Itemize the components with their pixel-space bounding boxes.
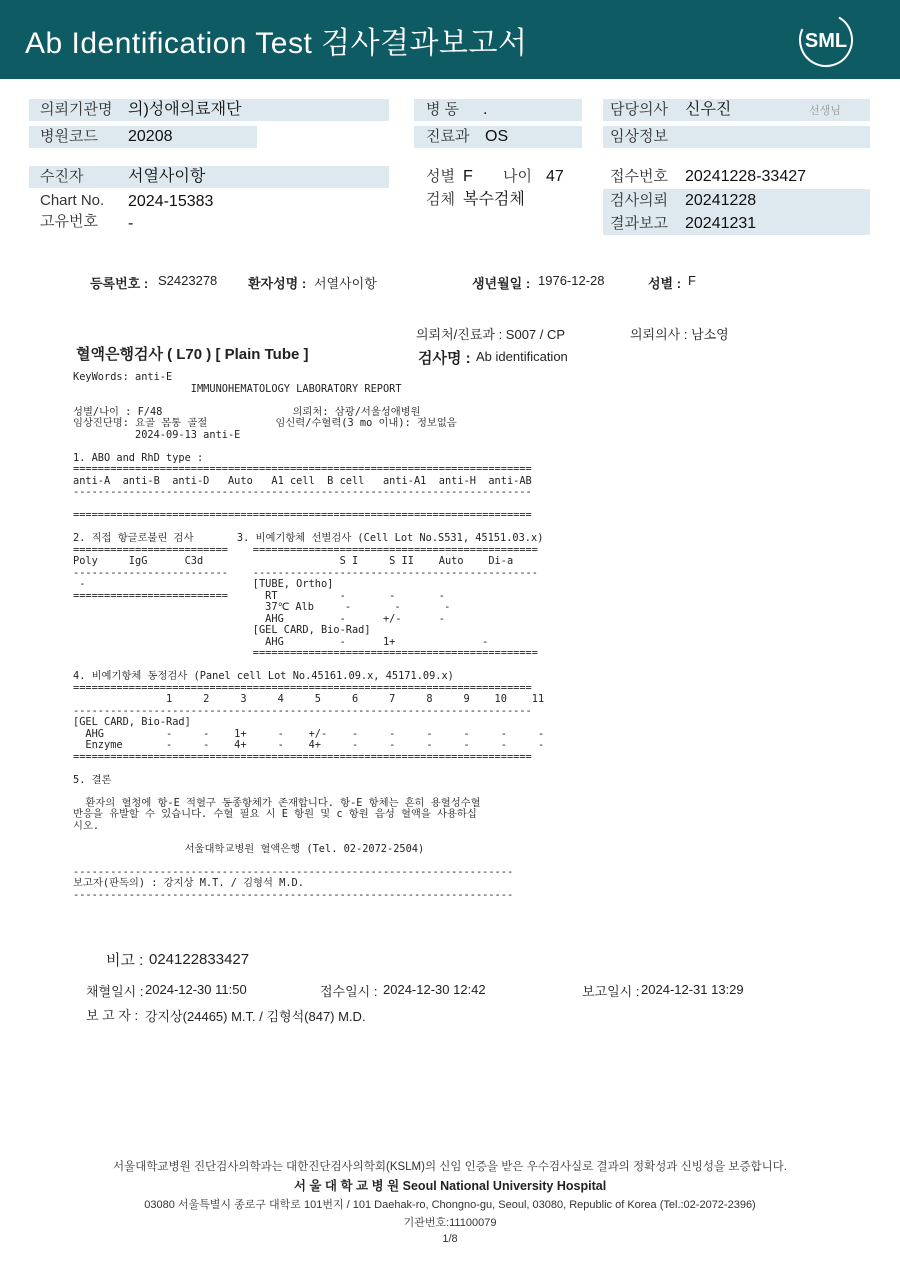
report-line: 임상진단명: 요골 몸통 골절 임신력/수혈력(3 mo 이내): 정보없음 xyxy=(73,417,457,429)
page-number: 1/8 xyxy=(442,1233,458,1245)
result-label: 결과보고 xyxy=(610,215,668,232)
report-line: 보고자(판독의) : 강지상 M.T. / 김형석 M.D. xyxy=(73,877,304,889)
report-line: -------------------------------------------------------------------------- xyxy=(73,704,532,717)
clinical-label: 임상정보 xyxy=(610,128,668,145)
requester-dept: 의뢰처/진료과 : S007 / CP xyxy=(416,327,566,342)
sex-value: F xyxy=(463,168,473,185)
report-header xyxy=(0,0,900,79)
chart-label: Chart No. xyxy=(40,192,105,209)
report-line: 1. ABO and RhD type : xyxy=(73,451,204,464)
report-line: ========================= ============================================== xyxy=(73,543,538,556)
report-line: - [TUBE, Ortho] xyxy=(73,578,334,590)
sml-logo xyxy=(798,12,854,68)
org-value: 의)성애의료재단 xyxy=(128,101,242,118)
dept-value: OS xyxy=(485,128,509,145)
note-label: 비고 : xyxy=(106,952,144,969)
reg-sex-value: F xyxy=(688,273,696,288)
report-line: ------------------------- ---------------------------------------------- xyxy=(73,566,538,579)
patient-label: 수진자 xyxy=(40,168,84,185)
report-line: Enzyme - - 4+ - 4+ - - - - - - xyxy=(73,739,545,751)
report-line: 5. 결론 xyxy=(73,773,112,786)
doctor-value: 신우진 xyxy=(685,101,732,118)
report-time-label: 보고일시 : xyxy=(582,984,640,999)
receipt-value: 20241228-33427 xyxy=(685,168,807,185)
age-value: 47 xyxy=(546,168,564,185)
report-line: 2. 직접 항글로불린 검사 3. 비예기항체 선별검사 (Cell Lot No.S531, 45151.03.x) xyxy=(73,532,544,544)
request-value: 20241228 xyxy=(685,192,757,209)
hospital-code-value: 20208 xyxy=(128,128,173,145)
report-title: Ab Identification Test 검사결과보고서 xyxy=(25,27,528,60)
sex-label: 성별 xyxy=(426,168,455,185)
reporter-value: 강지상(24465) M.T. / 김형석(847) M.D. xyxy=(145,1009,366,1024)
patient-value: 서열사이항 xyxy=(128,168,206,185)
report-line: ========================================================================== xyxy=(73,463,532,475)
receipt-label: 접수번호 xyxy=(610,168,668,185)
report-line: ----------------------------------------------------------------------- xyxy=(73,888,514,901)
chart-value: 2024-15383 xyxy=(128,193,214,210)
report-line: AHG - 1+ - xyxy=(73,635,489,648)
age-label: 나이 xyxy=(503,168,532,185)
ward-label: 병 동 xyxy=(426,101,460,118)
dob-label: 생년월일 : xyxy=(472,276,531,291)
doctor-label: 담당의사 xyxy=(610,101,668,118)
specimen-label: 검체 xyxy=(426,191,455,208)
request-label: 검사의뢰 xyxy=(610,192,668,209)
report-line: 성별/나이 : F/48 의뢰처: 삼광/서울성애병원 xyxy=(73,405,421,418)
report-line: ========================================================================== xyxy=(73,509,532,521)
footer-certification: 서울대학교병원 진단검사의학과는 대한진단검사의학회(KSLM)의 신임 인증을 받은 우수검사실로 결과의 정확성과 신빙성을 보증합니다. xyxy=(112,1161,787,1173)
test-name-value: Ab identification xyxy=(476,349,568,364)
report-line: Poly IgG C3d S I S II Auto Di-a xyxy=(73,555,514,567)
svg-text:SML: SML xyxy=(804,30,848,52)
report-line: anti-A anti-B anti-D Auto A1 cell B cell anti-A1 anti-H anti-AB xyxy=(73,474,532,487)
specimen-value: 복수검체 xyxy=(463,191,525,208)
report-line: [GEL CARD, Bio-Rad] xyxy=(73,716,191,728)
collect-label: 채혈일시 : xyxy=(86,984,144,999)
report-line: ============================================== xyxy=(73,647,538,659)
report-line: IMMUNOHEMATOLOGY LABORATORY REPORT xyxy=(73,382,402,395)
report-line: KeyWords: anti-E xyxy=(73,371,173,383)
hospital-code-label: 병원코드 xyxy=(40,128,98,145)
report-line: 반응을 유발할 수 있습니다. 수혈 필요 시 E 항원 및 c 항원 음성 혈액을 사용하십 xyxy=(73,808,477,820)
collect-value: 2024-12-30 11:50 xyxy=(145,982,247,997)
doctor-suffix: 선생님 xyxy=(809,105,841,117)
receive-value: 2024-12-30 12:42 xyxy=(383,982,486,997)
report-line: ========================================================================== xyxy=(73,750,532,763)
org-label: 의뢰기관명 xyxy=(40,101,113,118)
report-line: AHG - - 1+ - +/- - - - - - - xyxy=(73,727,545,740)
report-line: AHG - +/- - xyxy=(73,612,445,625)
unique-label: 고유번호 xyxy=(40,213,98,230)
reg-no-value: S2423278 xyxy=(158,273,218,288)
result-value: 20241231 xyxy=(685,215,757,232)
report-line: 환자의 혈청에 항-E 적혈구 동종항체가 존재합니다. 항-E 항체는 흔히 용혈성수혈 xyxy=(73,796,481,809)
report-line: 서울대학교병원 혈액은행 (Tel. 02-2072-2504) xyxy=(73,842,425,855)
requester-doctor: 의뢰의사 : 남소영 xyxy=(630,327,729,342)
report-line: 37℃ Alb - - - xyxy=(73,601,451,613)
unique-value: - xyxy=(128,215,134,232)
report-line: 2024-09-13 anti-E xyxy=(73,428,241,441)
receive-label: 접수일시 : xyxy=(320,984,378,999)
reg-no-label: 등록번호 : xyxy=(90,276,149,291)
footer-address: 03080 서울특별시 종로구 대학로 101번지 / 101 Daehak-ro, Chongno-gu, Seoul, 03080, Republic of Korea (Tel.:02-2072-2396) xyxy=(144,1199,756,1211)
footer-institution-no: 기관번호:11100079 xyxy=(403,1217,497,1229)
reg-sex-label: 성별 : xyxy=(648,276,682,291)
report-line: ----------------------------------------------------------------------- xyxy=(73,865,514,878)
report-line: 4. 비예기항체 동정검사 (Panel cell Lot No.45161.09.x, 45171.09.x) xyxy=(73,670,454,682)
report-line: ========================================================================== xyxy=(73,681,532,694)
footer-hospital: 서 울 대 학 교 병 원 Seoul National University Hospital xyxy=(293,1179,607,1193)
dob-value: 1976-12-28 xyxy=(538,273,605,288)
test-title: 혈액은행검사 ( L70 ) [ Plain Tube ] xyxy=(76,346,309,363)
note-value: 024122833427 xyxy=(149,951,250,968)
dept-label: 진료과 xyxy=(426,128,470,145)
ward-value: . xyxy=(483,101,488,118)
report-time-value: 2024-12-31 13:29 xyxy=(641,982,744,997)
report-line: [GEL CARD, Bio-Rad] xyxy=(73,624,371,636)
patient-name-value: 서열사이항 xyxy=(314,276,377,291)
patient-name-label: 환자성명 : xyxy=(248,276,307,291)
report-line: ========================= RT - - - xyxy=(73,589,445,602)
test-name-label: 검사명 : xyxy=(418,350,471,367)
report-line: -------------------------------------------------------------------------- xyxy=(73,486,532,498)
report-line: 시오. xyxy=(73,819,100,832)
report-line: 1 2 3 4 5 6 7 8 9 10 11 xyxy=(73,693,545,705)
reporter-label: 보 고 자 : xyxy=(86,1008,139,1023)
